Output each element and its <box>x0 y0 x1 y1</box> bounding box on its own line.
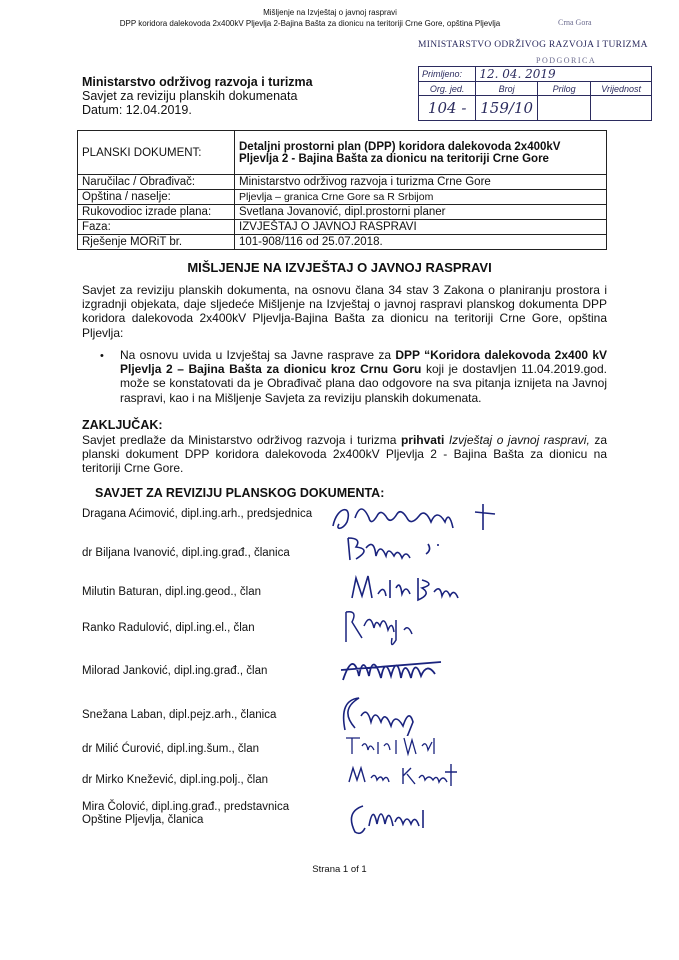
stamp-ministry: MINISTARSTVO ODRŽIVOG RAZVOJA I TURIZMA <box>418 40 648 50</box>
info-label: Rukovodioc izrade plana: <box>78 205 235 220</box>
stamp-col-vrijednost: Vrijednost <box>591 82 652 96</box>
stamp-country: Crna Gora <box>558 18 592 27</box>
org-date: Datum: 12.04.2019. <box>82 103 192 117</box>
signature-4 <box>340 604 430 650</box>
info-row <box>78 220 607 235</box>
info-row <box>78 235 607 250</box>
signature-2 <box>342 532 452 562</box>
signature-9 <box>345 796 435 838</box>
signature-8 <box>345 760 465 792</box>
info-row <box>78 175 607 190</box>
info-label: Faza: <box>78 220 235 235</box>
stamp-city: PODGORICA <box>536 56 597 65</box>
member-name: Dragana Aćimović, dipl.ing.arh., predsjednica <box>82 508 313 520</box>
org-ministry: Ministarstvo održivog razvoja i turizma <box>82 75 313 89</box>
member-name: dr Mirko Knežević, dipl.ing.polj., član <box>82 774 268 786</box>
info-value: Svetlana Jovanović, dipl.prostorni planer <box>235 205 607 220</box>
member-name: Snežana Laban, dipl.pejz.arh., članica <box>82 709 277 721</box>
registry-stamp <box>418 14 652 122</box>
info-value: IZVJEŠTAJ O JAVNOJ RASPRAVI <box>235 220 607 235</box>
member-name: Ranko Radulović, dipl.ing.el., član <box>82 622 255 634</box>
info-row <box>78 205 607 220</box>
stamp-col-org: Org. jed. <box>419 82 476 96</box>
org-heading <box>82 75 313 117</box>
document-title: MIŠLJENJE NA IZVJEŠTAJ O JAVNOJ RASPRAVI <box>187 260 492 275</box>
info-row <box>78 131 607 175</box>
conclusion-paragraph: Savjet predlaže da Ministarstvo održivog razvoja i turizma prihvati Izvještaj o javnoj raspravi, za planski dokument DPP koridora dalekovoda 2x400kV Pljevlja 2 - Bajina Bašta za dionicu na teritoriji Crne Gore. <box>82 433 607 476</box>
stamp-col-prilog: Prilog <box>538 82 591 96</box>
info-label: PLANSKI DOKUMENT: <box>78 131 235 175</box>
member-name: dr Milić Ćurović, dipl.ing.šum., član <box>82 743 260 755</box>
bullet-dot: • <box>100 350 104 362</box>
info-value: 101-908/116 od 25.07.2018. <box>235 235 607 250</box>
stamp-broj-value: 159/10 <box>476 96 538 121</box>
info-row <box>78 190 607 205</box>
intro-paragraph: Savjet za reviziju planskih dokumenta, na osnovu člana 34 stav 3 Zakona o planiranju prostora i izgradnji objekata, daje sljedeće Mišljenje na Izvještaj o javnoj raspravi planskog dokumenta DPP koridora dalekovoda 2x400kV Pljevlja-Bajina Bašta za dionicu na teritoriji Crne Gore, opština Pljevlja: <box>82 283 607 340</box>
info-value: Detaljni prostorni plan (DPP) koridora dalekovoda 2x400kV Pljevlja 2 - Bajina Bašta za dionicu na teritoriji Crne Gore <box>235 131 607 175</box>
signature-6 <box>335 692 435 736</box>
page-footer: Strana 1 of 1 <box>312 864 367 875</box>
stamp-received-label: Primljeno: <box>419 67 476 82</box>
info-value: Ministarstvo održivog razvoja i turizma Crne Gore <box>235 175 607 190</box>
member-name: Milutin Baturan, dipl.ing.geod., član <box>82 586 261 598</box>
signature-1 <box>325 496 505 536</box>
info-value: Pljevlja – granica Crne Gore sa R Srbijom <box>235 190 607 205</box>
signature-7 <box>342 732 442 760</box>
info-label: Naručilac / Obrađivač: <box>78 175 235 190</box>
org-council: Savjet za reviziju planskih dokumenata <box>82 89 298 103</box>
info-label: Rješenje MORiT br. <box>78 235 235 250</box>
header-line-2: DPP koridora dalekovoda 2x400kV Pljevlja 2-Bajina Bašta za dionicu na teritoriji Crne Gore, opština Pljevlja <box>119 19 501 28</box>
member-name: dr Biljana Ivanović, dipl.ing.građ., članica <box>82 547 290 559</box>
stamp-org-value: 104 - <box>419 96 476 121</box>
stamp-table <box>418 66 652 121</box>
signature-3 <box>348 572 468 606</box>
header-line-1: Mišljenje na Izvještaj o javnoj raspravi <box>263 8 397 17</box>
bullet-paragraph: Na osnovu uvida u Izvještaj sa Javne rasprave za DPP “Koridora dalekovoda 2x400 kV Pljevlja 2 – Bajina Bašta za dionicu kroz Crnu Goru koji je dostavljen 11.04.2019.god. može se konstatovati da je Obrađivač plana dao odgovore na sva pitanja iznijeta na Javnoj raspravi, kao i na Mišljenje Savjeta za reviziju planskih dokumenata. <box>120 348 607 405</box>
document-info-table <box>77 130 607 250</box>
stamp-received-date: 12. 04. 2019 <box>476 67 652 82</box>
info-label: Opština / naselje: <box>78 190 235 205</box>
council-heading: SAVJET ZA REVIZIJU PLANSKOG DOKUMENTA: <box>95 486 385 500</box>
member-name: Mira Čolović, dipl.ing.građ., predstavnica Opštine Pljevlja, članica <box>82 801 290 826</box>
stamp-col-broj: Broj <box>476 82 538 96</box>
member-name: Milorad Janković, dipl.ing.građ., član <box>82 665 268 677</box>
signature-5 <box>335 650 455 692</box>
conclusion-heading: ZAKLJUČAK: <box>82 418 163 432</box>
